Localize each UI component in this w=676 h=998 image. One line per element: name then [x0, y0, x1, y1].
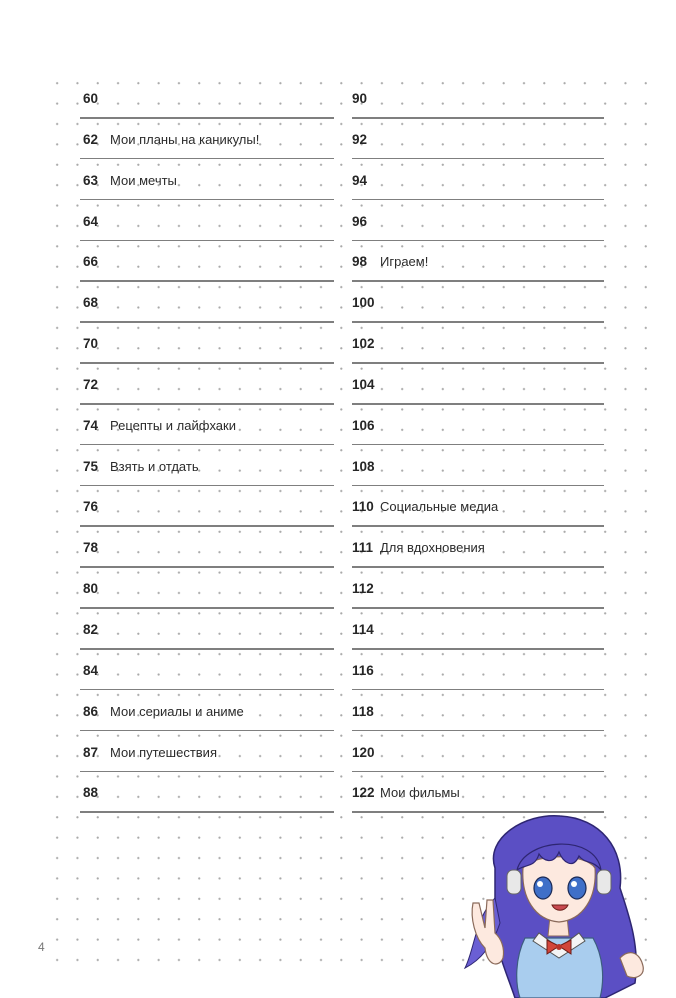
page-ref-number: 63: [83, 172, 99, 188]
writing-line: [80, 525, 334, 527]
section-title: Взять и отдать: [110, 458, 199, 474]
contents-entry: [80, 570, 334, 611]
contents-entry: [352, 325, 604, 366]
section-title: Мои фильмы: [380, 785, 460, 801]
contents-entry: [80, 407, 334, 448]
page-ref-number: 108: [352, 458, 375, 474]
page-ref-number: 102: [352, 336, 375, 352]
section-title: Мои мечты: [110, 172, 177, 188]
page-ref-number: 76: [83, 499, 99, 515]
writing-line: [80, 444, 334, 446]
page-ref-number: 112: [352, 581, 374, 597]
contents-column-left: [80, 80, 334, 815]
writing-line: [352, 485, 604, 487]
page-ref-number: 120: [352, 744, 375, 760]
writing-line: [80, 730, 334, 732]
page-ref-number: 118: [352, 703, 374, 719]
writing-line: [80, 321, 334, 323]
writing-line: [352, 689, 604, 691]
contents-entry: [80, 162, 334, 203]
page-ref-number: 80: [83, 581, 99, 597]
contents-entry: [352, 243, 604, 284]
writing-line: [352, 648, 604, 650]
writing-line: [80, 648, 334, 650]
writing-line: [80, 566, 334, 568]
contents-entry: [352, 366, 604, 407]
contents-entry: [80, 80, 334, 121]
writing-line: [352, 199, 604, 201]
page-ref-number: 92: [352, 131, 368, 147]
writing-line: [80, 362, 334, 364]
page-ref-number: 74: [83, 417, 99, 433]
contents-entry: [352, 284, 604, 325]
writing-line: [352, 280, 604, 282]
page-ref-number: 96: [352, 213, 368, 229]
contents-entry: [352, 570, 604, 611]
writing-line: [352, 525, 604, 527]
page-ref-number: 86: [83, 703, 99, 719]
section-title: Социальные медиа: [380, 499, 499, 515]
page-ref-number: 94: [352, 172, 368, 188]
contents-entry: [80, 325, 334, 366]
page-ref-number: 70: [83, 336, 99, 352]
writing-line: [80, 199, 334, 201]
contents-entry: [80, 611, 334, 652]
page-margin-top: [0, 0, 676, 72]
writing-line: [352, 444, 604, 446]
contents-entry: [352, 407, 604, 448]
contents-entry: [80, 529, 334, 570]
writing-line: [80, 607, 334, 609]
writing-line: [352, 158, 604, 160]
page-ref-number: 90: [352, 91, 368, 106]
writing-line: [352, 321, 604, 323]
section-title: Рецепты и лайфхаки: [110, 417, 236, 433]
writing-line: [352, 403, 604, 405]
contents-entry: [80, 734, 334, 775]
writing-line: [352, 730, 604, 732]
page-ref-number: 60: [83, 91, 99, 106]
writing-line: [352, 240, 604, 242]
contents-entry: [352, 611, 604, 652]
page-ref-number: 64: [83, 213, 99, 229]
contents-entry: [80, 652, 334, 693]
page-ref-number: 104: [352, 376, 375, 392]
page-ref-number: 84: [83, 662, 99, 678]
contents-entry: [352, 448, 604, 489]
page-ref-number: 82: [83, 621, 99, 637]
writing-line: [80, 158, 334, 160]
section-title: Мои сериалы и аниме: [110, 703, 244, 719]
section-title: Для вдохновения: [380, 540, 485, 556]
page-ref-number: 62: [83, 131, 99, 147]
page-ref-number: 75: [83, 458, 99, 474]
writing-line: [352, 607, 604, 609]
page-ref-number: 88: [83, 785, 99, 801]
contents-entry: [80, 774, 334, 815]
page-ref-number: 114: [352, 621, 374, 637]
writing-line: [80, 811, 334, 813]
writing-line: [352, 771, 604, 773]
writing-line: [80, 771, 334, 773]
page-margin-right: [660, 0, 676, 998]
page-ref-number: 111: [352, 540, 374, 556]
section-title: Мои планы на каникулы!: [110, 131, 260, 147]
page-ref-number: 68: [83, 295, 99, 311]
contents-entry: [352, 652, 604, 693]
page-ref-number: 66: [83, 254, 99, 270]
contents-entry: [80, 284, 334, 325]
contents-entry: [80, 448, 334, 489]
page-ref-number: 78: [83, 540, 99, 556]
contents-entry: [352, 488, 604, 529]
contents-entry: [352, 162, 604, 203]
page-number: 4: [38, 940, 45, 954]
contents-entry: [352, 203, 604, 244]
page-margin-left: [0, 0, 45, 998]
writing-line: [80, 403, 334, 405]
section-title: Играем!: [380, 254, 429, 270]
writing-line: [80, 689, 334, 691]
contents-entry: [80, 488, 334, 529]
page-ref-number: 122: [352, 785, 375, 801]
writing-line: [352, 117, 604, 119]
contents-entry: [80, 693, 334, 734]
writing-line: [80, 485, 334, 487]
page-ref-number: 110: [352, 499, 374, 515]
page-ref-number: 72: [83, 376, 99, 392]
contents-entry: [80, 366, 334, 407]
writing-line: [80, 117, 334, 119]
writing-line: [352, 566, 604, 568]
page-ref-number: 116: [352, 662, 374, 678]
writing-line: [80, 240, 334, 242]
contents-entry: [80, 203, 334, 244]
contents-entry: [352, 529, 604, 570]
page-ref-number: 98: [352, 254, 368, 270]
contents-column-right: [352, 80, 604, 815]
section-title: Мои путешествия: [110, 744, 217, 760]
page-ref-number: 100: [352, 295, 375, 311]
contents-entry: [352, 693, 604, 734]
page-ref-number: 87: [83, 744, 99, 760]
contents-entry: [352, 80, 604, 121]
page-ref-number: 106: [352, 417, 375, 433]
contents-entry: [80, 243, 334, 284]
contents-entry: [352, 121, 604, 162]
writing-line: [352, 362, 604, 364]
contents-entry: [352, 734, 604, 775]
writing-line: [80, 280, 334, 282]
contents-entry: [80, 121, 334, 162]
anime-girl-illustration: [455, 808, 655, 998]
